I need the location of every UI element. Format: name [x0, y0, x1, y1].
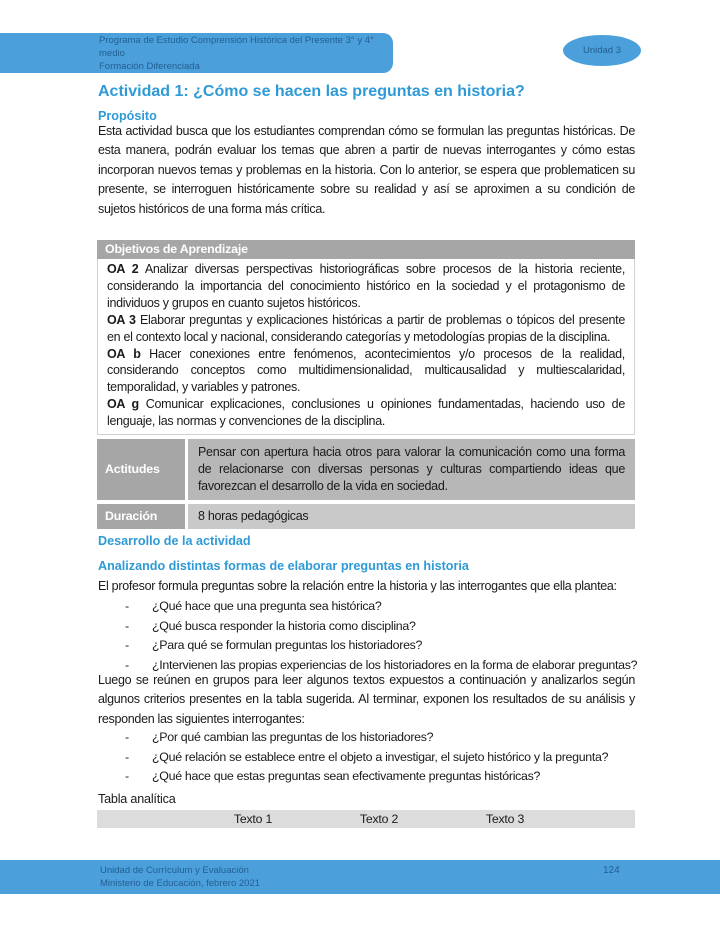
oa-table-header: Objetivos de Aprendizaje	[97, 240, 635, 259]
banner-program-subtitle: Formación Diferenciada	[99, 60, 200, 72]
question-item: - ¿Por qué cambian las preguntas de los historiadores?	[98, 728, 658, 748]
question-item: - ¿Qué hace que una pregunta sea histórica?	[98, 597, 658, 617]
question-item: - ¿Intervienen las propias experiencias de los historiadores en la forma de elaborar preguntas?	[98, 656, 658, 676]
footer-line-1: Unidad de Currículum y Evaluación	[100, 865, 249, 876]
duracion-text: 8 horas pedagógicas	[188, 504, 635, 529]
oa-table-body	[97, 259, 635, 435]
actitudes-row	[97, 439, 635, 500]
question-item: - ¿Qué relación se establece entre el objeto a investigar, el sujeto histórico y la pregunta?	[98, 748, 658, 768]
oa-item	[107, 396, 625, 430]
oa-code: OA 3	[107, 312, 136, 327]
oa-item	[107, 261, 625, 312]
objetivos-table	[97, 240, 635, 529]
oa-item	[107, 312, 625, 346]
closing-questions-list	[98, 728, 658, 787]
oa-text: Comunicar explicaciones, conclusiones u opiniones fundamentadas, haciendo uso de lenguaje, las normas y convenciones de la disciplina.	[107, 397, 625, 429]
oa-code: OA g	[107, 397, 139, 412]
banner-program-title: Programa de Estudio Comprensión Histórica del Presente 3° y 4° medio	[99, 34, 374, 59]
desarrollo-heading: Desarrollo de la actividad	[98, 534, 251, 548]
activity-title: Actividad 1: ¿Cómo se hacen las preguntas en historia?	[98, 83, 525, 100]
page-number: 124	[603, 865, 620, 876]
proposito-heading: Propósito	[98, 109, 157, 123]
oa-text: Elaborar preguntas y explicaciones históricas a partir de problemas o tópicos del presente en el contexto local y nacional, considerando categorías y metodologías propias de la disciplina.	[107, 312, 625, 344]
oa-text: Analizar diversas perspectivas historiográficas sobre procesos de la historia reciente, considerando la importancia del conocimiento histórico en la sociedad y el protagonismo de individuos y grupos en cuanto sujetos históricos.	[107, 262, 626, 310]
question-item: - ¿Qué hace que estas preguntas sean efectivamente preguntas históricas?	[98, 767, 658, 787]
desarrollo-intro: El profesor formula preguntas sobre la relación entre la historia y las interrogantes que ella plantea:	[98, 579, 617, 593]
unit-badge: Unidad 3	[563, 35, 641, 66]
footer-institution	[100, 864, 260, 890]
tabla-analitica-caption: Tabla analítica	[98, 792, 176, 806]
duracion-label: Duración	[97, 504, 185, 529]
question-item: - ¿Qué busca responder la historia como disciplina?	[98, 617, 658, 637]
oa-code: OA b	[107, 346, 141, 361]
desarrollo-subheading: Analizando distintas formas de elaborar preguntas en historia	[98, 559, 469, 573]
actitudes-text: Pensar con apertura hacia otros para valorar la comunicación como una forma de relacionarse con diversas personas y culturas compartiendo ideas que favorezcan el desarrollo de la vida en sociedad.	[188, 439, 635, 500]
page-footer	[0, 860, 720, 894]
tabla-column-texto-2: Texto 2	[359, 812, 399, 826]
group-work-paragraph: Luego se reúnen en grupos para leer algunos textos expuestos a continuación y analizarlos según algunos criterios presentes en la tabla sugerida. Al terminar, exponen los resultados de su análisis y responden las siguientes interrogantes:	[98, 673, 635, 726]
footer-line-2: Ministerio de Educación, febrero 2021	[100, 878, 261, 889]
question-item: - ¿Para qué se formulan preguntas los historiadores?	[98, 636, 658, 656]
tabla-analitica-header-row	[97, 810, 635, 828]
initial-questions-list	[98, 597, 658, 675]
actitudes-label: Actitudes	[97, 439, 185, 500]
tabla-criteria-column-spacer	[97, 810, 190, 828]
header-banner	[0, 33, 393, 73]
oa-item	[107, 346, 625, 397]
duracion-row	[97, 504, 635, 529]
proposito-paragraph: Esta actividad busca que los estudiantes comprendan cómo se formulan las preguntas históricas. De esta manera, podrán evaluar los temas que abren a partir de nuevas interrogantes y cómo estas incorporan nuevos temas y problemas en la historia. Con lo anterior, se espera que problematicen su presente, se interroguen históricamente sobre su realidad y así se aproximen a su condición de sujetos históricos de una forma más crítica.	[98, 124, 635, 216]
oa-text: Hacer conexiones entre fenómenos, acontecimientos y/o procesos de la realidad, considerando conceptos como multidimensionalidad, multicausalidad y multiescalaridad, temporalidad, y variables y patrones.	[107, 346, 625, 395]
tabla-column-texto-1: Texto 1	[233, 812, 273, 826]
oa-code: OA 2	[107, 262, 139, 276]
tabla-column-texto-3: Texto 3	[485, 812, 525, 826]
